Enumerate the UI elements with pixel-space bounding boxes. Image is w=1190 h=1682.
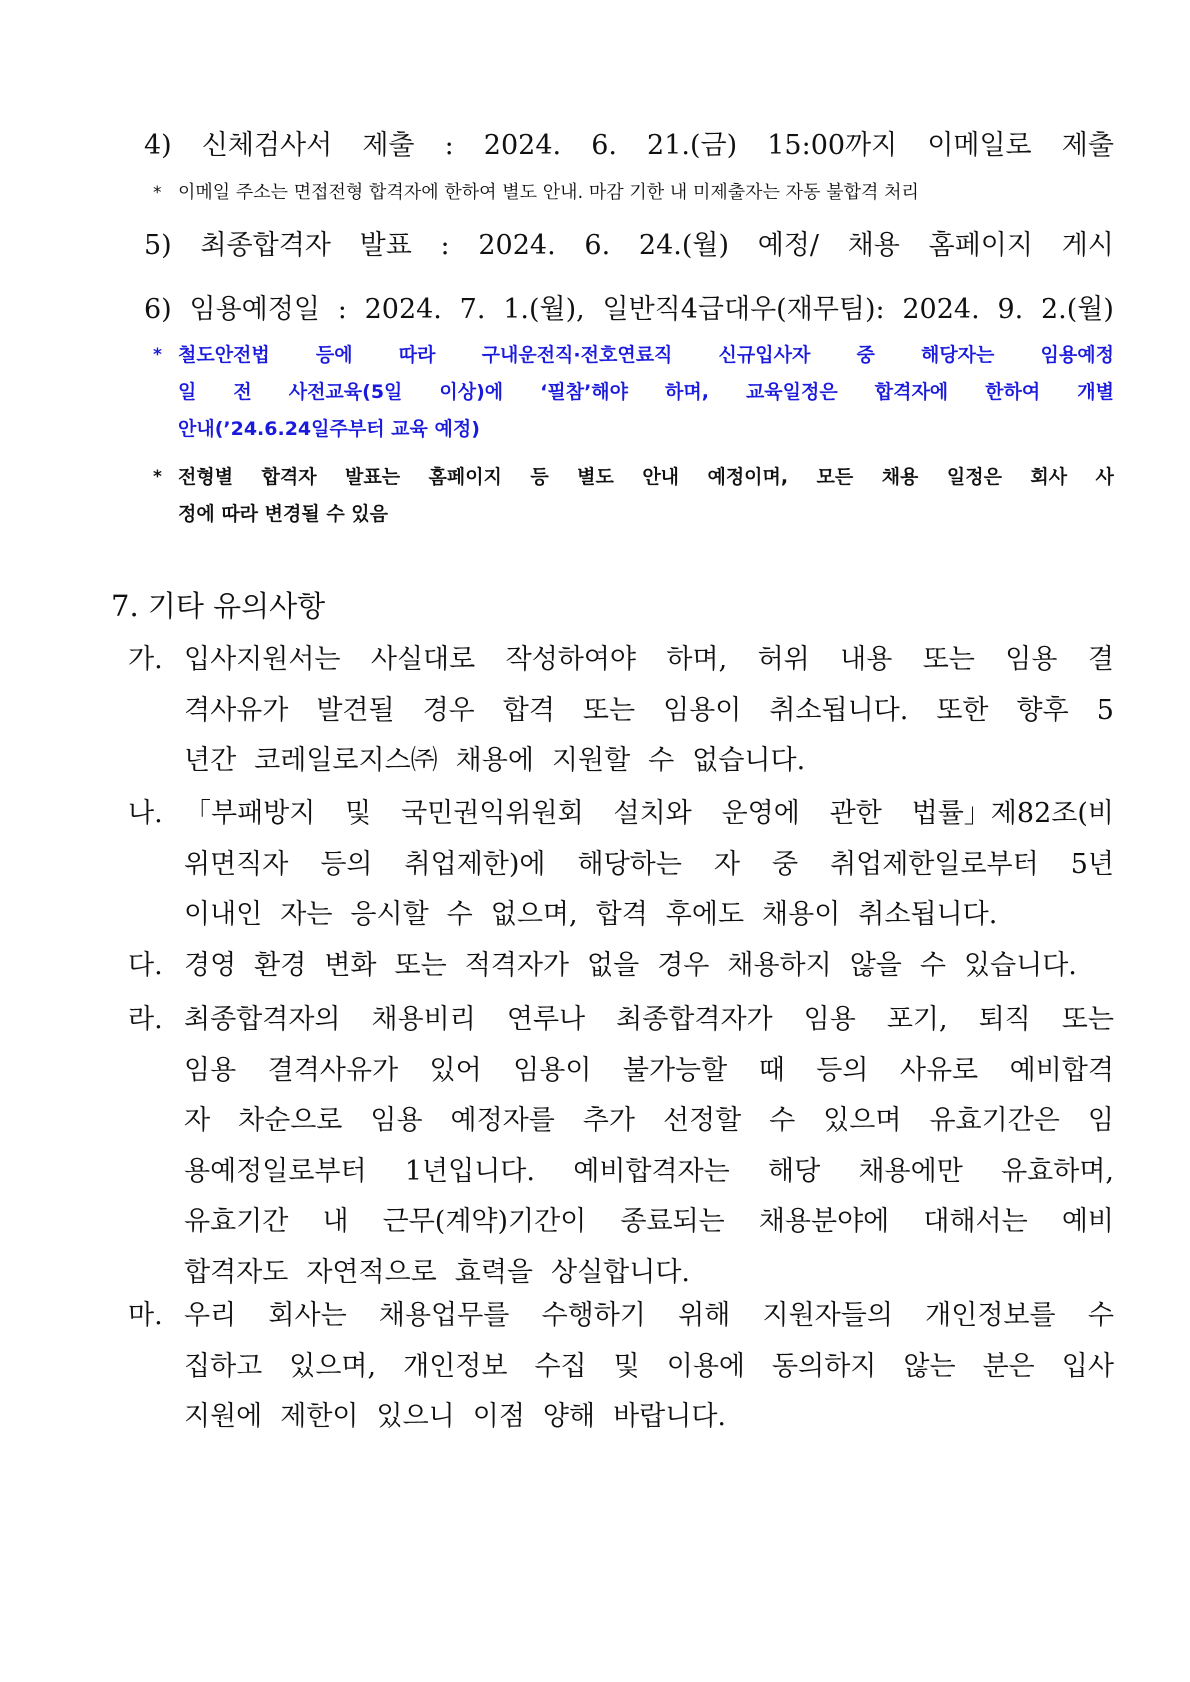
list-item-label: 마.	[128, 1300, 163, 1331]
email-note-text: 이메일 주소는 면접전형 합격자에 한하여 별도 안내. 마감 기한 내 미제출자는 자동 불합격 처리	[178, 182, 919, 203]
list-item-line: 우리 회사는 채용업무를 수행하기 위해 지원자들의 개인정보를 수	[184, 1300, 1114, 1331]
schedule-item-5: 5) 최종합격자 발표 : 2024. 6. 24.(월) 예정/ 채용 홈페이지 게시	[144, 230, 1114, 261]
list-item-line: 자 차순으로 임용 예정자를 추가 선정할 수 있으며 유효기간은 임	[184, 1105, 1114, 1136]
list-item-line: 이내인 자는 응시할 수 없으며, 합격 후에도 채용이 취소됩니다.	[184, 899, 998, 930]
note-asterisk: *	[153, 467, 162, 487]
note-asterisk: *	[153, 183, 162, 203]
list-item-line: 위면직자 등의 취업제한)에 해당하는 자 중 취업제한일로부터 5년	[184, 848, 1114, 880]
list-item-line: 년간 코레일로지스㈜ 채용에 지원할 수 없습니다.	[184, 745, 806, 776]
list-item-line: 합격자도 자연적으로 효력을 상실합니다.	[184, 1256, 690, 1288]
list-item-line: 입사지원서는 사실대로 작성하여야 하며, 허위 내용 또는 임용 결	[184, 644, 1114, 675]
list-item-line: 지원에 제한이 있으니 이점 양해 바랍니다.	[184, 1401, 727, 1432]
email-note	[0, 178, 1190, 208]
list-item-line: 유효기간 내 근무(계약)기간이 종료되는 채용분야에 대해서는 예비	[184, 1206, 1114, 1237]
list-item-line: 집하고 있으며, 개인정보 수집 및 이용에 동의하지 않는 분은 입사	[184, 1350, 1114, 1382]
section-heading: 7. 기타 유의사항	[111, 589, 326, 623]
announce-note-line-2: 정에 따라 변경될 수 있음	[178, 503, 388, 525]
schedule-item-6: 6) 임용예정일 : 2024. 7. 1.(월), 일반직4급대우(재무팀): 2024. 9. 2.(월)	[144, 294, 1114, 325]
list-item-label: 나.	[128, 798, 163, 829]
list-item-line: 경영 환경 변화 또는 적격자가 없을 경우 채용하지 않을 수 있습니다.	[184, 950, 1077, 981]
announce-note	[0, 462, 1190, 536]
list-item-line: 최종합격자의 채용비리 연루나 최종합격자가 임용 포기, 퇴직 또는	[184, 1004, 1114, 1035]
list-item-label: 가.	[128, 644, 163, 675]
list-item-line: 격사유가 발견될 경우 합격 또는 임용이 취소됩니다. 또한 향후 5	[184, 694, 1114, 726]
training-note-line-3: 안내(’24.6.24일주부터 교육 예정)	[178, 418, 480, 440]
training-note-line-1: 철도안전법 등에 따라 구내운전직·전호연료직 신규입사자 중 해당자는 임용예정	[178, 344, 1114, 366]
list-item-label: 다.	[128, 950, 163, 981]
list-item-label: 라.	[128, 1004, 163, 1035]
note-asterisk: *	[153, 345, 162, 365]
list-item-line: 용예정일로부터 1년입니다. 예비합격자는 해당 채용에만 유효하며,	[184, 1155, 1114, 1187]
schedule-item-4: 4) 신체검사서 제출 : 2024. 6. 21.(금) 15:00까지 이메일로 제출	[144, 130, 1114, 161]
announce-note-line-1: 전형별 합격자 발표는 홈페이지 등 별도 안내 예정이며, 모든 채용 일정은 회사 사	[178, 466, 1114, 488]
training-note	[0, 340, 1190, 450]
list-item-line: 임용 결격사유가 있어 임용이 불가능할 때 등의 사유로 예비합격	[184, 1054, 1114, 1086]
list-item-line: 「부패방지 및 국민권익위원회 설치와 운영에 관한 법률」제82조(비	[184, 798, 1114, 829]
training-note-line-2: 일 전 사전교육(5일 이상)에 ‘필참’해야 하며, 교육일정은 합격자에 한하여 개별	[178, 381, 1114, 403]
